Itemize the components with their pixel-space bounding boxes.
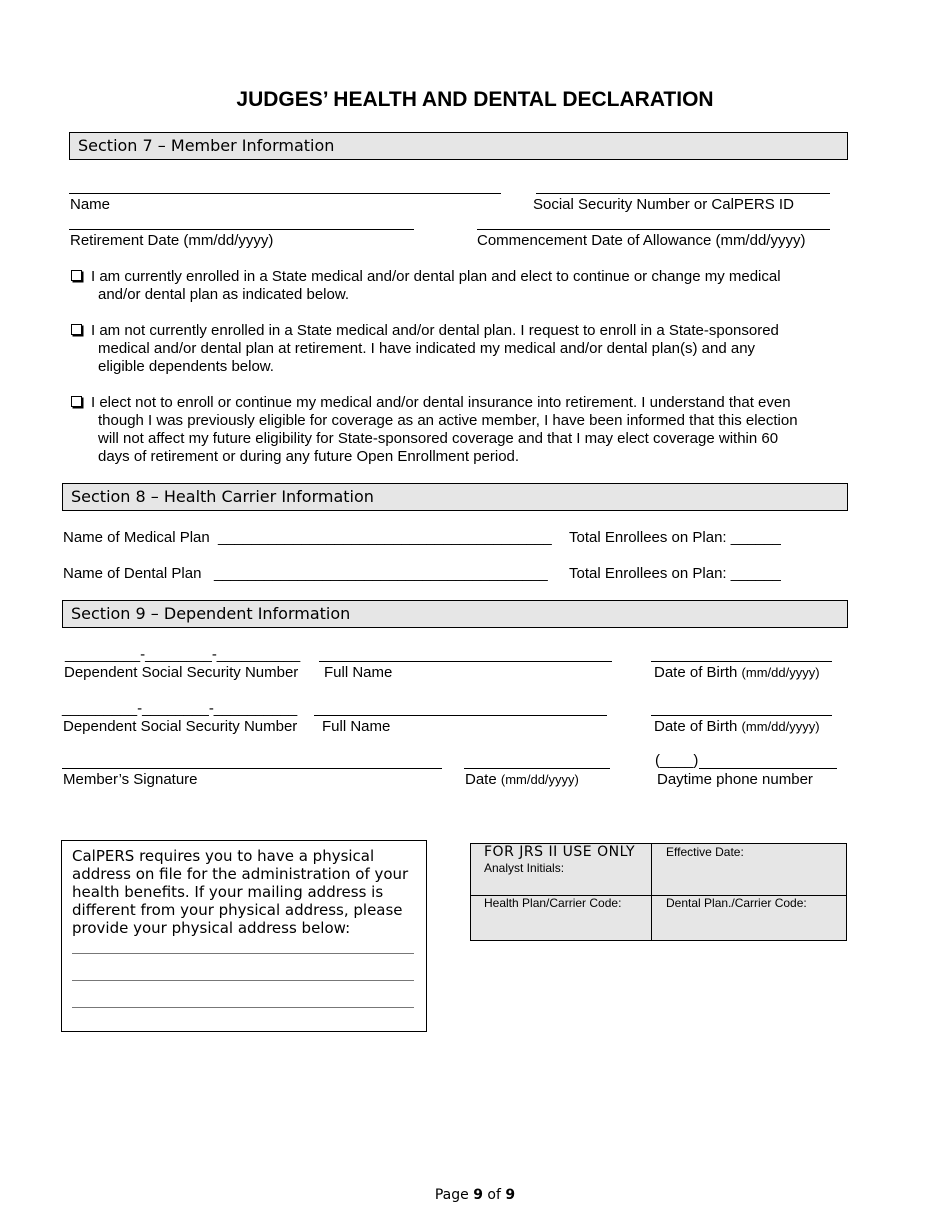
physical-address-instructions: CalPERS requires you to have a physical address on file for the administration of your health benefits. If your mailing address is different from your physical address, please provide your physical address below:	[72, 847, 409, 937]
checkbox-icon[interactable]	[71, 396, 82, 407]
signature-date-label: Date (mm/dd/yyyy)	[465, 771, 579, 788]
medical-plan-label: Name of Medical Plan	[63, 529, 210, 546]
dependent-1-dob-label: Date of Birth (mm/dd/yyyy)	[654, 664, 820, 681]
address-line-1[interactable]	[72, 953, 414, 954]
name-field[interactable]	[69, 193, 501, 194]
physical-address-box	[61, 840, 427, 1032]
commencement-date-label: Commencement Date of Allowance (mm/dd/yyyy)	[477, 232, 806, 249]
dental-carrier-code-label: Dental Plan./Carrier Code:	[666, 896, 807, 910]
phone-number-field[interactable]	[699, 768, 837, 769]
dependent-2-dob-label: Date of Birth (mm/dd/yyyy)	[654, 718, 820, 735]
commencement-date-field[interactable]	[477, 229, 830, 230]
section-7-heading: Section 7 – Member Information	[69, 132, 848, 160]
dependent-2-ssn-field[interactable]: _________-________-__________	[62, 700, 298, 717]
retirement-date-label: Retirement Date (mm/dd/yyyy)	[70, 232, 274, 249]
office-use-heading: FOR JRS II USE ONLY	[484, 844, 636, 860]
signature-date-field[interactable]	[464, 768, 610, 769]
retirement-date-field[interactable]	[69, 229, 414, 230]
page-number: Page 9 of 9	[434, 1187, 516, 1203]
office-use-box	[470, 843, 847, 941]
address-line-2[interactable]	[72, 980, 414, 981]
effective-date-label: Effective Date:	[666, 845, 744, 859]
option-decline-coverage[interactable]: I elect not to enroll or continue my medical and/or dental insurance into retirement. I understand that even though I was previously eligible for coverage as an active member, I have been informed that this election will not affect my future eligibility for State-sponsored coverage and that I may elect coverage within 60 days of retirement or during any future Open Enrollment period.	[71, 394, 831, 466]
dependent-2-name-field[interactable]	[314, 715, 607, 716]
dependent-1-dob-field[interactable]	[651, 661, 832, 662]
analyst-initials-label: Analyst Initials:	[484, 861, 565, 875]
dependent-2-name-label: Full Name	[322, 718, 391, 735]
dependent-1-ssn-label: Dependent Social Security Number	[64, 664, 299, 681]
signature-label: Member’s Signature	[63, 771, 198, 788]
option-continue-enrollment[interactable]: I am currently enrolled in a State medical and/or dental plan and elect to continue or change my medical and/or dental plan as indicated below.	[71, 268, 831, 304]
dental-plan-label: Name of Dental Plan	[63, 565, 202, 582]
section-8-heading: Section 8 – Health Carrier Information	[62, 483, 848, 511]
dental-enrollees-field[interactable]: Total Enrollees on Plan: ______	[569, 565, 781, 582]
name-label: Name	[70, 196, 111, 213]
option-new-enrollment[interactable]: I am not currently enrolled in a State medical and/or dental plan. I request to enroll in a State-sponsored medical and/or dental plan at retirement. I have indicated my medical and/or dental plan(s) and any eligible dependents below.	[71, 322, 831, 376]
dependent-1-name-field[interactable]	[319, 661, 612, 662]
medical-enrollees-field[interactable]: Total Enrollees on Plan: ______	[569, 529, 781, 546]
page-title: JUDGES’ HEALTH AND DENTAL DECLARATION	[236, 88, 714, 111]
health-carrier-code-label: Health Plan/Carrier Code:	[484, 896, 622, 910]
checkbox-icon[interactable]	[71, 270, 82, 281]
ssn-field[interactable]	[536, 193, 830, 194]
phone-label: Daytime phone number	[657, 771, 813, 788]
dependent-1-ssn-field[interactable]: _________-________-__________	[65, 646, 301, 663]
checkbox-icon[interactable]	[71, 324, 82, 335]
dependent-2-ssn-label: Dependent Social Security Number	[63, 718, 298, 735]
dependent-2-dob-field[interactable]	[651, 715, 832, 716]
phone-area-code-field[interactable]: (____)	[655, 752, 699, 769]
dental-plan-field[interactable]: ________________________________________	[214, 565, 548, 582]
medical-plan-field[interactable]: ________________________________________	[218, 529, 552, 546]
signature-field[interactable]	[62, 768, 442, 769]
section-9-heading: Section 9 – Dependent Information	[62, 600, 848, 628]
ssn-label: Social Security Number or CalPERS ID	[533, 196, 794, 213]
address-line-3[interactable]	[72, 1007, 414, 1008]
dependent-1-name-label: Full Name	[324, 664, 393, 681]
